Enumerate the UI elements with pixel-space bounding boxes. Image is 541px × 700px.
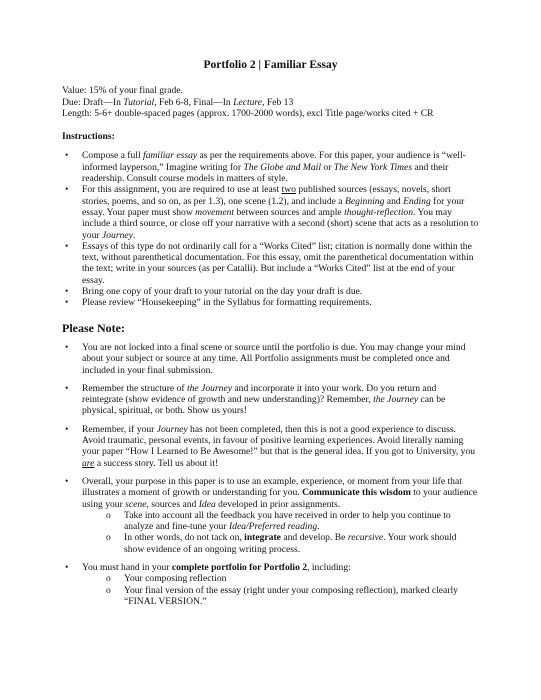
text: to your audience using your (82, 487, 478, 510)
note-item (62, 562, 479, 607)
please-note-heading: Please Note: (62, 320, 125, 335)
note-item (62, 476, 479, 555)
note-subitem: o Your final version of the essay (right under your composing reflection), marked clearly “FINAL VERSION.” (106, 585, 479, 608)
term-journey: the Journey (373, 394, 419, 406)
text: For this assignment, you are required to use at least (82, 184, 282, 196)
text: between sources and ample (234, 206, 345, 218)
note-subitem: o Your composing reflection (106, 573, 479, 584)
text: In other words, do not tack on, (124, 532, 245, 544)
emphasis-portfolio: complete portfolio for Portfolio 2 (171, 561, 308, 573)
note-item (62, 424, 479, 469)
text: , sources and (146, 498, 199, 510)
instruction-item: • Bring one copy of your draft to your tutorial on the day your draft is due. (62, 286, 479, 297)
term-beginning: Beginning (344, 195, 385, 207)
text: has not been completed, then this is not a good experience to discuss. Avoid traumatic, personal events, in favour of positive learning experiences. Avoid literally naming your paper “How I Learned to Be Awesome!” but that is the general idea. If you got to University, you (82, 423, 476, 458)
text: and develop. Be (280, 532, 348, 544)
text: for your essay. Your paper must show (82, 195, 465, 218)
term-idea-preferred: Idea/Preferred reading (228, 521, 318, 533)
term-thought-reflection: thought-reflection (344, 206, 414, 218)
assignment-meta (62, 85, 479, 119)
term-scene: scene (125, 498, 147, 510)
term-journey: the Journey (186, 382, 232, 394)
due-text: , Feb 13 (262, 96, 294, 108)
text: published sources (essays, novels, short stories, poems, and so on, as per 1.3), one scene (1.2), and include a (82, 184, 451, 207)
document-title: Portfolio 2 | Familiar Essay (203, 59, 338, 71)
note-item (62, 383, 479, 417)
note-subitem (106, 532, 479, 555)
text: . Your work should show evidence of an ongoing writing process. (124, 532, 457, 555)
publication-name: The Globe and Mail (243, 161, 321, 173)
text: . (317, 521, 320, 533)
instruction-item (62, 150, 479, 184)
due-lecture: Lecture (233, 96, 263, 108)
value-line: Value: 15% of your final grade. (62, 85, 183, 97)
text: . You may include a third source, or close off your narrative with a second (short) scene that acts as a resolution to your (82, 206, 479, 241)
text: and (384, 195, 404, 207)
instruction-item (62, 184, 479, 240)
text: Overall, your purpose in this paper is to use an example, experience, or moment from your life that illustrates a moment of growth or understanding for you. (82, 475, 462, 499)
term-journey: Journey (101, 229, 133, 241)
emphasis-are: are (82, 457, 95, 469)
instruction-item: • Please review “Housekeeping” in the Syllabus for formatting requirements. (62, 297, 479, 308)
text: . (132, 229, 136, 241)
term-idea: Idea (198, 498, 216, 510)
text: , including: (307, 561, 351, 573)
term-journey: Journey (156, 423, 188, 435)
instructions-list (62, 150, 479, 308)
text: or (321, 161, 334, 173)
term-movement: movement (195, 206, 235, 218)
underlined-two: two (281, 184, 296, 196)
publication-name: The New York Times (333, 161, 413, 173)
instruction-item: • Essays of this type do not ordinarily call for a “Works Cited” list; citation is normally done within the text, without parenthetical documentation. For this essay, omit the parenthetical documentation within the text; write in your sources (as per Catalli). But include a “Works Cited” list at the end of your essay. (62, 241, 479, 286)
due-text: , Feb 6-8, Final—In (154, 96, 234, 108)
term-recursive: recursive (347, 532, 384, 544)
text: Compose a full (82, 150, 144, 162)
due-line (62, 97, 479, 108)
text: a success story. Tell us about it! (94, 457, 219, 469)
text: Remember the structure of (82, 382, 187, 394)
emphasis-communicate: Communicate this wisdom (302, 487, 411, 499)
term-ending: Ending (403, 195, 431, 207)
note-item: • You are not locked into a final scene or source until the portfolio is due. You may change your mind about your subject or source at any time. All Portfolio assignments must be completed once and included in your final submission. (62, 342, 479, 376)
text: as per the requirements above. For this paper, your audience is “well-informed layperson,” Imagine writing for (82, 150, 466, 173)
note-sublist (82, 573, 479, 607)
due-text: Due: Draft—In (62, 96, 124, 108)
text: and incorporate it into your work. Do you return and reintegrate (show evidence of growth and new understanding)? Remember, (82, 382, 437, 406)
notes-list (62, 342, 479, 607)
familiar-essay-term: familiar essay (143, 150, 198, 162)
text: and their readership. Consult course models in matters of style. (82, 161, 449, 185)
emphasis-integrate: integrate (244, 532, 281, 544)
text: developed in prior assignments. (215, 498, 341, 510)
text: You must hand in your (82, 561, 172, 573)
instructions-heading: Instructions: (62, 131, 115, 143)
due-tutorial: Tutorial (123, 96, 155, 108)
text: can be physical, spiritual, or both. Show us yours! (82, 394, 446, 417)
text: Take into account all the feedback you have received in order to help you continue to analyze and fine-tune your (124, 509, 451, 533)
length-line: Length: 5-6+ double-spaced pages (approx. 1700-2000 words), excl Title page/works cited + CR (62, 107, 434, 119)
text: Remember, if your (82, 423, 157, 435)
note-subitem (106, 510, 479, 533)
note-sublist (82, 510, 479, 555)
